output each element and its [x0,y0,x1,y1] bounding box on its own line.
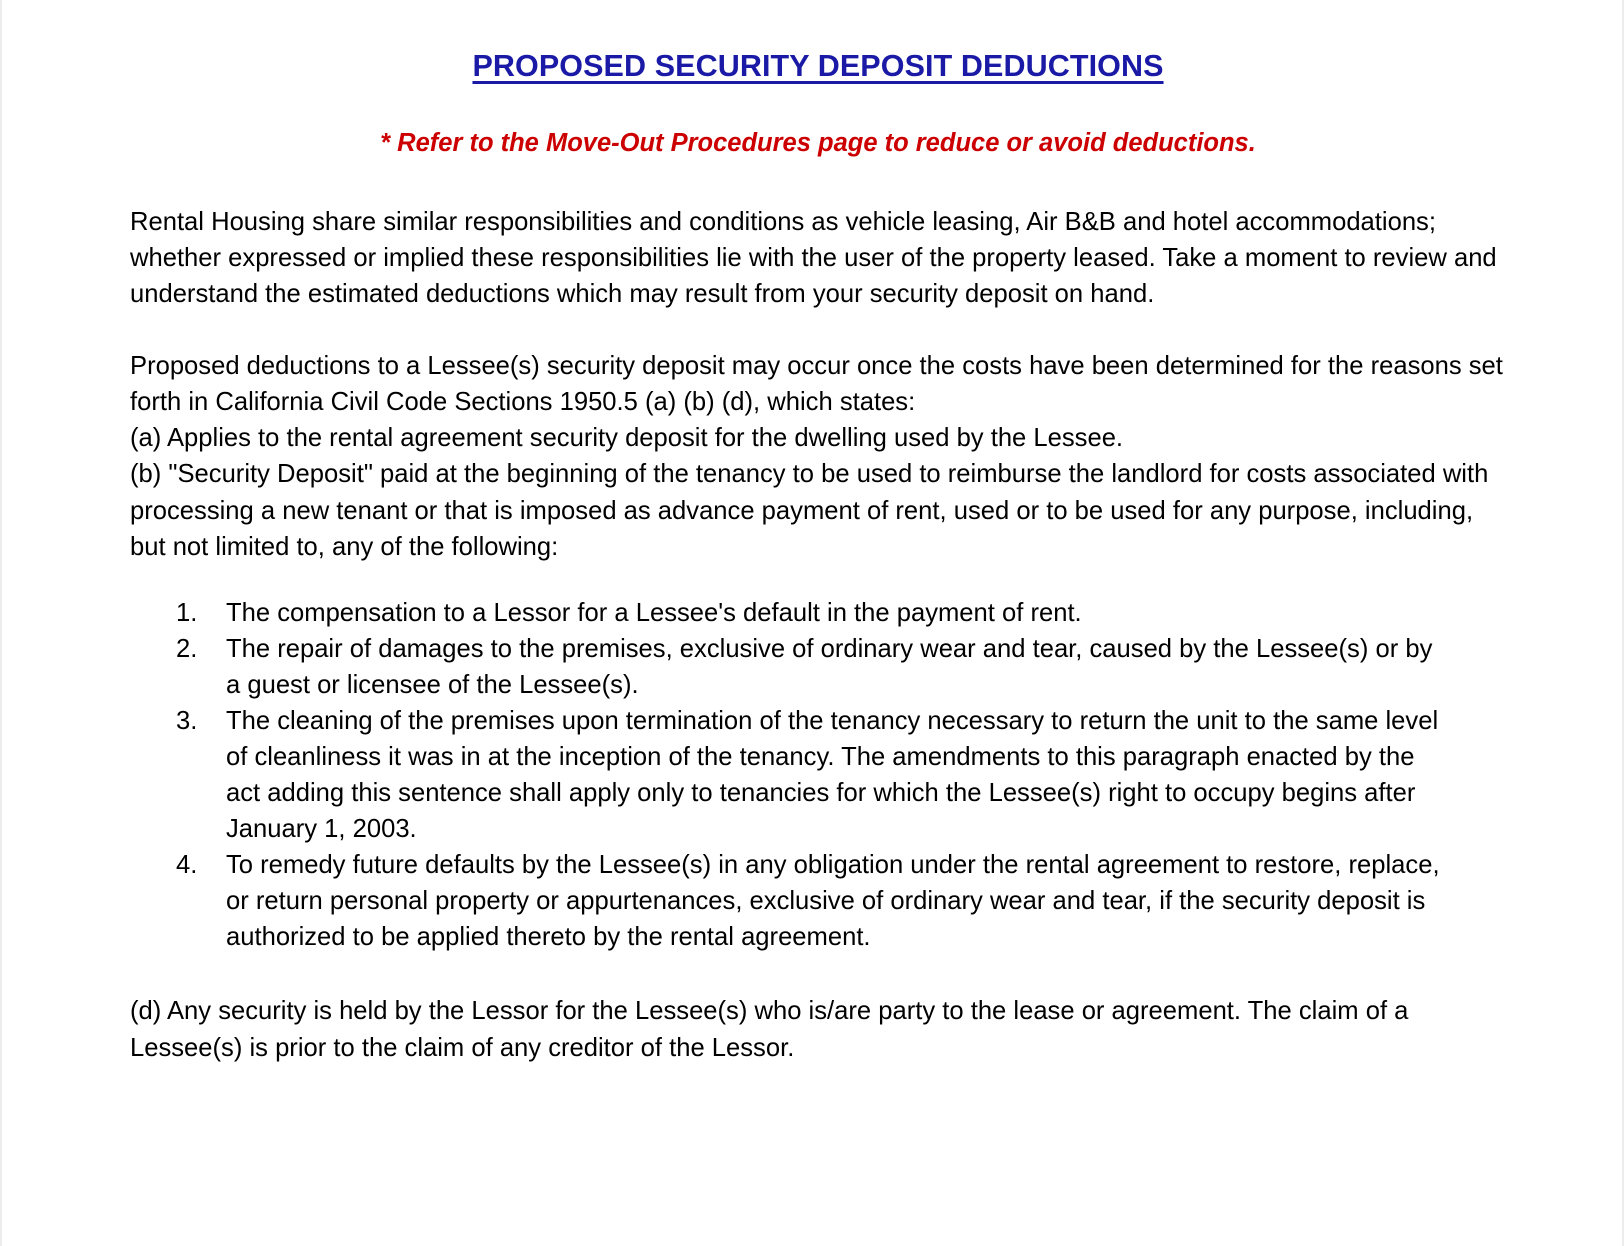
list-item-text: The compensation to a Lessor for a Lessee's default in the payment of rent. [226,598,1082,627]
document-body [2,0,1624,1066]
list-item [130,631,1506,703]
list-item [130,703,1506,847]
list-item-text: To remedy future defaults by the Lessee(s) in any obligation under the rental agreement to restore, replace, or return personal property or appurtenances, exclusive of ordinary wear and tear, if the security deposit is authorized to be applied thereto by the rental agreement. [226,851,1440,952]
subtitle-notice: * Refer to the Move-Out Procedures page to reduce or avoid deductions. [380,128,1256,157]
paragraph-code-intro: Proposed deductions to a Lessee(s) security deposit may occur once the costs have been determined for the reasons set forth in California Civil Code Sections 1950.5 (a) (b) (d), which states: [130,352,1503,417]
list-item-marker: 3. [176,706,198,735]
paragraph-intro: Rental Housing share similar responsibilities and conditions as vehicle leasing, Air B&B and hotel accommodations; whether expressed or implied these responsibilities lie with the user of the property leased. Take a moment to review and understand the estimated deductions which may result from your security deposit on hand. [130,207,1497,309]
list-item-marker: 2. [176,634,198,663]
list-item-text: The repair of damages to the premises, exclusive of ordinary wear and tear, caused by the Lessee(s) or by a guest or licensee of the Lessee(s). [226,634,1433,699]
list-item-marker: 4. [176,851,198,880]
list-item [130,847,1506,955]
list-item-text: The cleaning of the premises upon termination of the tenancy necessary to return the unit to the same level of cleanliness it was in at the inception of the tenancy. The amendments to this paragraph enacted by the act adding this sentence shall apply only to tenancies for which the Lessee(s) right to occupy begins after January 1, 2003. [226,706,1439,844]
deduction-list [130,565,1506,956]
clause-a: (a) Applies to the rental agreement security deposit for the dwelling used by the Lessee. [130,424,1124,453]
list-item-marker: 1. [176,598,198,627]
page-title: PROPOSED SECURITY DEPOSIT DEDUCTIONS [472,49,1164,83]
list-item [130,595,1506,631]
clause-b: (b) "Security Deposit" paid at the beginning of the tenancy to be used to reimburse the landlord for costs associated with processing a new tenant or that is imposed as advance payment of rent, used or to be used for any purpose, including, but not limited to, any of the following: [130,460,1489,561]
clause-d: (d) Any security is held by the Lessor for the Lessee(s) who is/are party to the lease or agreement. The claim of a Lessee(s) is prior to the claim of any creditor of the Lessor. [130,997,1409,1062]
